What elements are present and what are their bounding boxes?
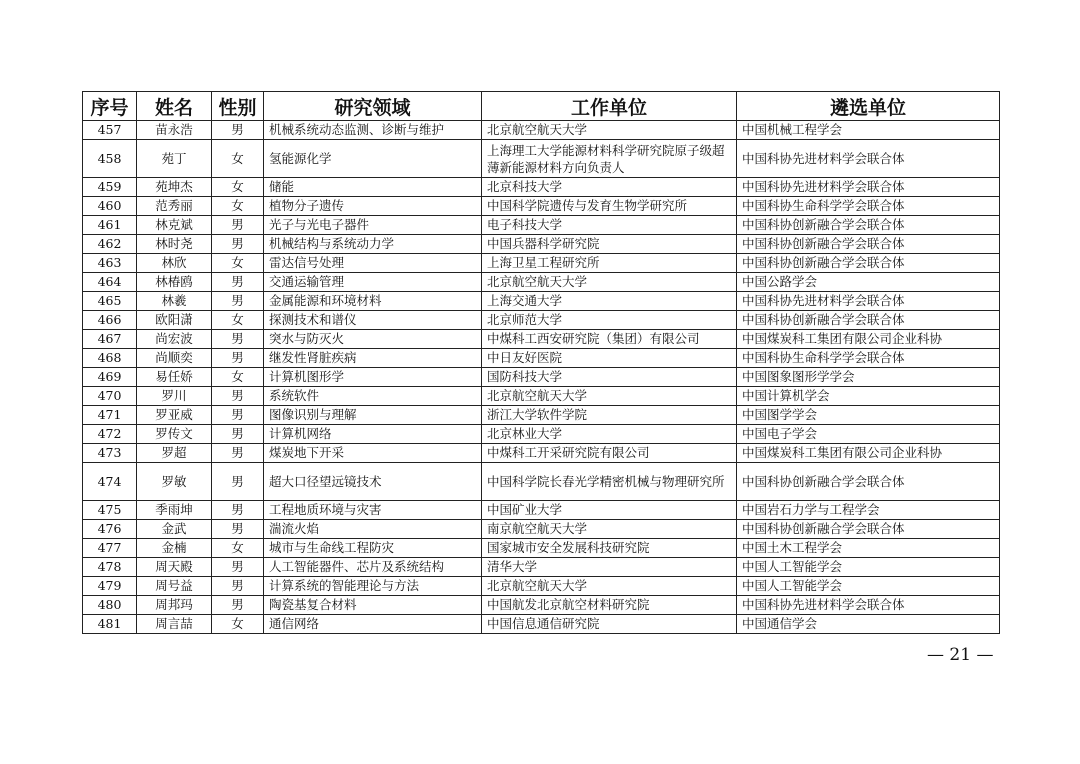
cell-serial: 467: [83, 330, 137, 349]
cell-work-unit: 北京师范大学: [482, 311, 737, 330]
table-row: [83, 121, 1000, 140]
cell-name: 金武: [137, 520, 212, 539]
table-row: [83, 615, 1000, 634]
table-row: [83, 558, 1000, 577]
cell-name: 范秀丽: [137, 197, 212, 216]
table-row: [83, 463, 1000, 501]
cell-work-unit: 中国科学院遗传与发育生物学研究所: [482, 197, 737, 216]
cell-work-unit: 上海卫星工程研究所: [482, 254, 737, 273]
cell-serial: 461: [83, 216, 137, 235]
cell-selection-unit: 中国通信学会: [737, 615, 1000, 634]
cell-gender: 男: [212, 349, 264, 368]
cell-serial: 479: [83, 577, 137, 596]
table-row: [83, 368, 1000, 387]
cell-name: 金楠: [137, 539, 212, 558]
cell-serial: 473: [83, 444, 137, 463]
cell-gender: 男: [212, 520, 264, 539]
cell-gender: 女: [212, 178, 264, 197]
table-row: [83, 273, 1000, 292]
cell-research-field: 城市与生命线工程防灾: [264, 539, 482, 558]
header-work-unit: 工作单位: [482, 92, 737, 121]
cell-work-unit: 北京科技大学: [482, 178, 737, 197]
cell-name: 罗亚威: [137, 406, 212, 425]
cell-gender: 男: [212, 273, 264, 292]
cell-name: 林羲: [137, 292, 212, 311]
table-header-row: [83, 92, 1000, 121]
cell-research-field: 交通运输管理: [264, 273, 482, 292]
cell-research-field: 工程地质环境与灾害: [264, 501, 482, 520]
table-row: [83, 349, 1000, 368]
table-row: [83, 197, 1000, 216]
cell-gender: 男: [212, 330, 264, 349]
cell-serial: 468: [83, 349, 137, 368]
cell-gender: 女: [212, 615, 264, 634]
cell-selection-unit: 中国科协创新融合学会联合体: [737, 463, 1000, 501]
cell-gender: 男: [212, 216, 264, 235]
cell-research-field: 通信网络: [264, 615, 482, 634]
cell-selection-unit: 中国科协先进材料学会联合体: [737, 596, 1000, 615]
cell-gender: 男: [212, 406, 264, 425]
cell-research-field: 继发性肾脏疾病: [264, 349, 482, 368]
cell-serial: 476: [83, 520, 137, 539]
cell-serial: 480: [83, 596, 137, 615]
cell-name: 尚顺奕: [137, 349, 212, 368]
cell-gender: 男: [212, 463, 264, 501]
personnel-table-container: [82, 91, 999, 634]
table-row: [83, 596, 1000, 615]
cell-work-unit: 浙江大学软件学院: [482, 406, 737, 425]
table-row: [83, 254, 1000, 273]
cell-serial: 460: [83, 197, 137, 216]
cell-name: 易任娇: [137, 368, 212, 387]
cell-name: 苗永浩: [137, 121, 212, 140]
cell-research-field: 系统软件: [264, 387, 482, 406]
cell-work-unit: 中国航发北京航空材料研究院: [482, 596, 737, 615]
cell-gender: 女: [212, 311, 264, 330]
cell-gender: 男: [212, 558, 264, 577]
cell-serial: 465: [83, 292, 137, 311]
table-row: [83, 444, 1000, 463]
cell-work-unit: 国家城市安全发展科技研究院: [482, 539, 737, 558]
cell-serial: 462: [83, 235, 137, 254]
cell-selection-unit: 中国土木工程学会: [737, 539, 1000, 558]
cell-work-unit: 中日友好医院: [482, 349, 737, 368]
cell-name: 林欣: [137, 254, 212, 273]
cell-research-field: 储能: [264, 178, 482, 197]
page-number: — 21 —: [927, 645, 994, 665]
table-row: [83, 330, 1000, 349]
cell-work-unit: 上海交通大学: [482, 292, 737, 311]
cell-gender: 男: [212, 444, 264, 463]
cell-research-field: 计算系统的智能理论与方法: [264, 577, 482, 596]
table-row: [83, 216, 1000, 235]
cell-research-field: 计算机图形学: [264, 368, 482, 387]
cell-serial: 472: [83, 425, 137, 444]
cell-selection-unit: 中国图象图形学学会: [737, 368, 1000, 387]
cell-research-field: 光子与光电子器件: [264, 216, 482, 235]
table-row: [83, 235, 1000, 254]
cell-gender: 男: [212, 501, 264, 520]
table-row: [83, 501, 1000, 520]
cell-gender: 男: [212, 577, 264, 596]
cell-gender: 男: [212, 387, 264, 406]
table-row: [83, 140, 1000, 178]
cell-name: 罗超: [137, 444, 212, 463]
cell-name: 罗传文: [137, 425, 212, 444]
cell-selection-unit: 中国煤炭科工集团有限公司企业科协: [737, 330, 1000, 349]
cell-name: 周邦玛: [137, 596, 212, 615]
cell-serial: 457: [83, 121, 137, 140]
cell-gender: 女: [212, 368, 264, 387]
table-row: [83, 425, 1000, 444]
cell-name: 罗川: [137, 387, 212, 406]
cell-selection-unit: 中国电子学会: [737, 425, 1000, 444]
table-row: [83, 178, 1000, 197]
cell-selection-unit: 中国人工智能学会: [737, 577, 1000, 596]
cell-research-field: 煤炭地下开采: [264, 444, 482, 463]
cell-work-unit: 北京航空航天大学: [482, 577, 737, 596]
cell-research-field: 探测技术和谱仪: [264, 311, 482, 330]
cell-name: 季雨坤: [137, 501, 212, 520]
table-row: [83, 577, 1000, 596]
cell-gender: 女: [212, 140, 264, 178]
cell-work-unit: 中国科学院长春光学精密机械与物理研究所: [482, 463, 737, 501]
cell-selection-unit: 中国岩石力学与工程学会: [737, 501, 1000, 520]
cell-research-field: 陶瓷基复合材料: [264, 596, 482, 615]
cell-serial: 471: [83, 406, 137, 425]
cell-serial: 478: [83, 558, 137, 577]
cell-name: 欧阳潇: [137, 311, 212, 330]
table-body: [83, 121, 1000, 634]
header-gender: 性别: [212, 92, 264, 121]
cell-selection-unit: 中国科协创新融合学会联合体: [737, 311, 1000, 330]
cell-research-field: 金属能源和环境材料: [264, 292, 482, 311]
cell-serial: 458: [83, 140, 137, 178]
cell-serial: 464: [83, 273, 137, 292]
cell-work-unit: 北京航空航天大学: [482, 121, 737, 140]
cell-gender: 女: [212, 197, 264, 216]
cell-work-unit: 清华大学: [482, 558, 737, 577]
cell-work-unit: 中煤科工西安研究院（集团）有限公司: [482, 330, 737, 349]
cell-work-unit: 国防科技大学: [482, 368, 737, 387]
cell-selection-unit: 中国科协创新融合学会联合体: [737, 520, 1000, 539]
table-row: [83, 311, 1000, 330]
cell-gender: 男: [212, 292, 264, 311]
cell-name: 林时尧: [137, 235, 212, 254]
cell-serial: 475: [83, 501, 137, 520]
cell-selection-unit: 中国科协生命科学学会联合体: [737, 349, 1000, 368]
cell-gender: 男: [212, 425, 264, 444]
cell-serial: 463: [83, 254, 137, 273]
cell-selection-unit: 中国煤炭科工集团有限公司企业科协: [737, 444, 1000, 463]
cell-name: 周号益: [137, 577, 212, 596]
cell-research-field: 机械结构与系统动力学: [264, 235, 482, 254]
cell-serial: 459: [83, 178, 137, 197]
cell-research-field: 超大口径望远镜技术: [264, 463, 482, 501]
cell-name: 林椿鸥: [137, 273, 212, 292]
cell-selection-unit: 中国公路学会: [737, 273, 1000, 292]
table-row: [83, 520, 1000, 539]
cell-gender: 男: [212, 235, 264, 254]
cell-research-field: 机械系统动态监测、诊断与维护: [264, 121, 482, 140]
cell-selection-unit: 中国机械工程学会: [737, 121, 1000, 140]
cell-gender: 男: [212, 596, 264, 615]
cell-name: 罗敏: [137, 463, 212, 501]
cell-research-field: 人工智能器件、芯片及系统结构: [264, 558, 482, 577]
header-serial: 序号: [83, 92, 137, 121]
table-row: [83, 406, 1000, 425]
cell-selection-unit: 中国人工智能学会: [737, 558, 1000, 577]
cell-work-unit: 电子科技大学: [482, 216, 737, 235]
cell-serial: 477: [83, 539, 137, 558]
table-row: [83, 292, 1000, 311]
cell-selection-unit: 中国科协创新融合学会联合体: [737, 254, 1000, 273]
cell-selection-unit: 中国计算机学会: [737, 387, 1000, 406]
cell-selection-unit: 中国科协先进材料学会联合体: [737, 292, 1000, 311]
cell-research-field: 突水与防灭火: [264, 330, 482, 349]
cell-name: 苑坤杰: [137, 178, 212, 197]
cell-name: 周天殿: [137, 558, 212, 577]
cell-work-unit: 中国信息通信研究院: [482, 615, 737, 634]
table-row: [83, 387, 1000, 406]
cell-work-unit: 上海理工大学能源材料科学研究院原子级超薄新能源材料方向负责人: [482, 140, 737, 178]
header-research-field: 研究领域: [264, 92, 482, 121]
cell-selection-unit: 中国科协生命科学学会联合体: [737, 197, 1000, 216]
cell-selection-unit: 中国科协创新融合学会联合体: [737, 216, 1000, 235]
cell-research-field: 雷达信号处理: [264, 254, 482, 273]
cell-work-unit: 北京林业大学: [482, 425, 737, 444]
personnel-table: [82, 91, 1000, 634]
cell-name: 尚宏波: [137, 330, 212, 349]
cell-name: 林克斌: [137, 216, 212, 235]
cell-work-unit: 中国兵器科学研究院: [482, 235, 737, 254]
cell-research-field: 图像识别与理解: [264, 406, 482, 425]
cell-work-unit: 中煤科工开采研究院有限公司: [482, 444, 737, 463]
cell-serial: 466: [83, 311, 137, 330]
header-name: 姓名: [137, 92, 212, 121]
cell-serial: 474: [83, 463, 137, 501]
table-row: [83, 539, 1000, 558]
cell-selection-unit: 中国科协先进材料学会联合体: [737, 140, 1000, 178]
cell-serial: 470: [83, 387, 137, 406]
cell-work-unit: 中国矿业大学: [482, 501, 737, 520]
cell-work-unit: 北京航空航天大学: [482, 387, 737, 406]
cell-name: 周言喆: [137, 615, 212, 634]
cell-research-field: 氢能源化学: [264, 140, 482, 178]
cell-research-field: 植物分子遗传: [264, 197, 482, 216]
cell-work-unit: 南京航空航天大学: [482, 520, 737, 539]
cell-research-field: 湍流火焰: [264, 520, 482, 539]
cell-gender: 女: [212, 539, 264, 558]
header-selection-unit: 遴选单位: [737, 92, 1000, 121]
cell-research-field: 计算机网络: [264, 425, 482, 444]
cell-work-unit: 北京航空航天大学: [482, 273, 737, 292]
cell-selection-unit: 中国图学学会: [737, 406, 1000, 425]
cell-selection-unit: 中国科协创新融合学会联合体: [737, 235, 1000, 254]
cell-selection-unit: 中国科协先进材料学会联合体: [737, 178, 1000, 197]
cell-gender: 女: [212, 254, 264, 273]
cell-serial: 481: [83, 615, 137, 634]
cell-name: 苑丁: [137, 140, 212, 178]
cell-serial: 469: [83, 368, 137, 387]
cell-gender: 男: [212, 121, 264, 140]
